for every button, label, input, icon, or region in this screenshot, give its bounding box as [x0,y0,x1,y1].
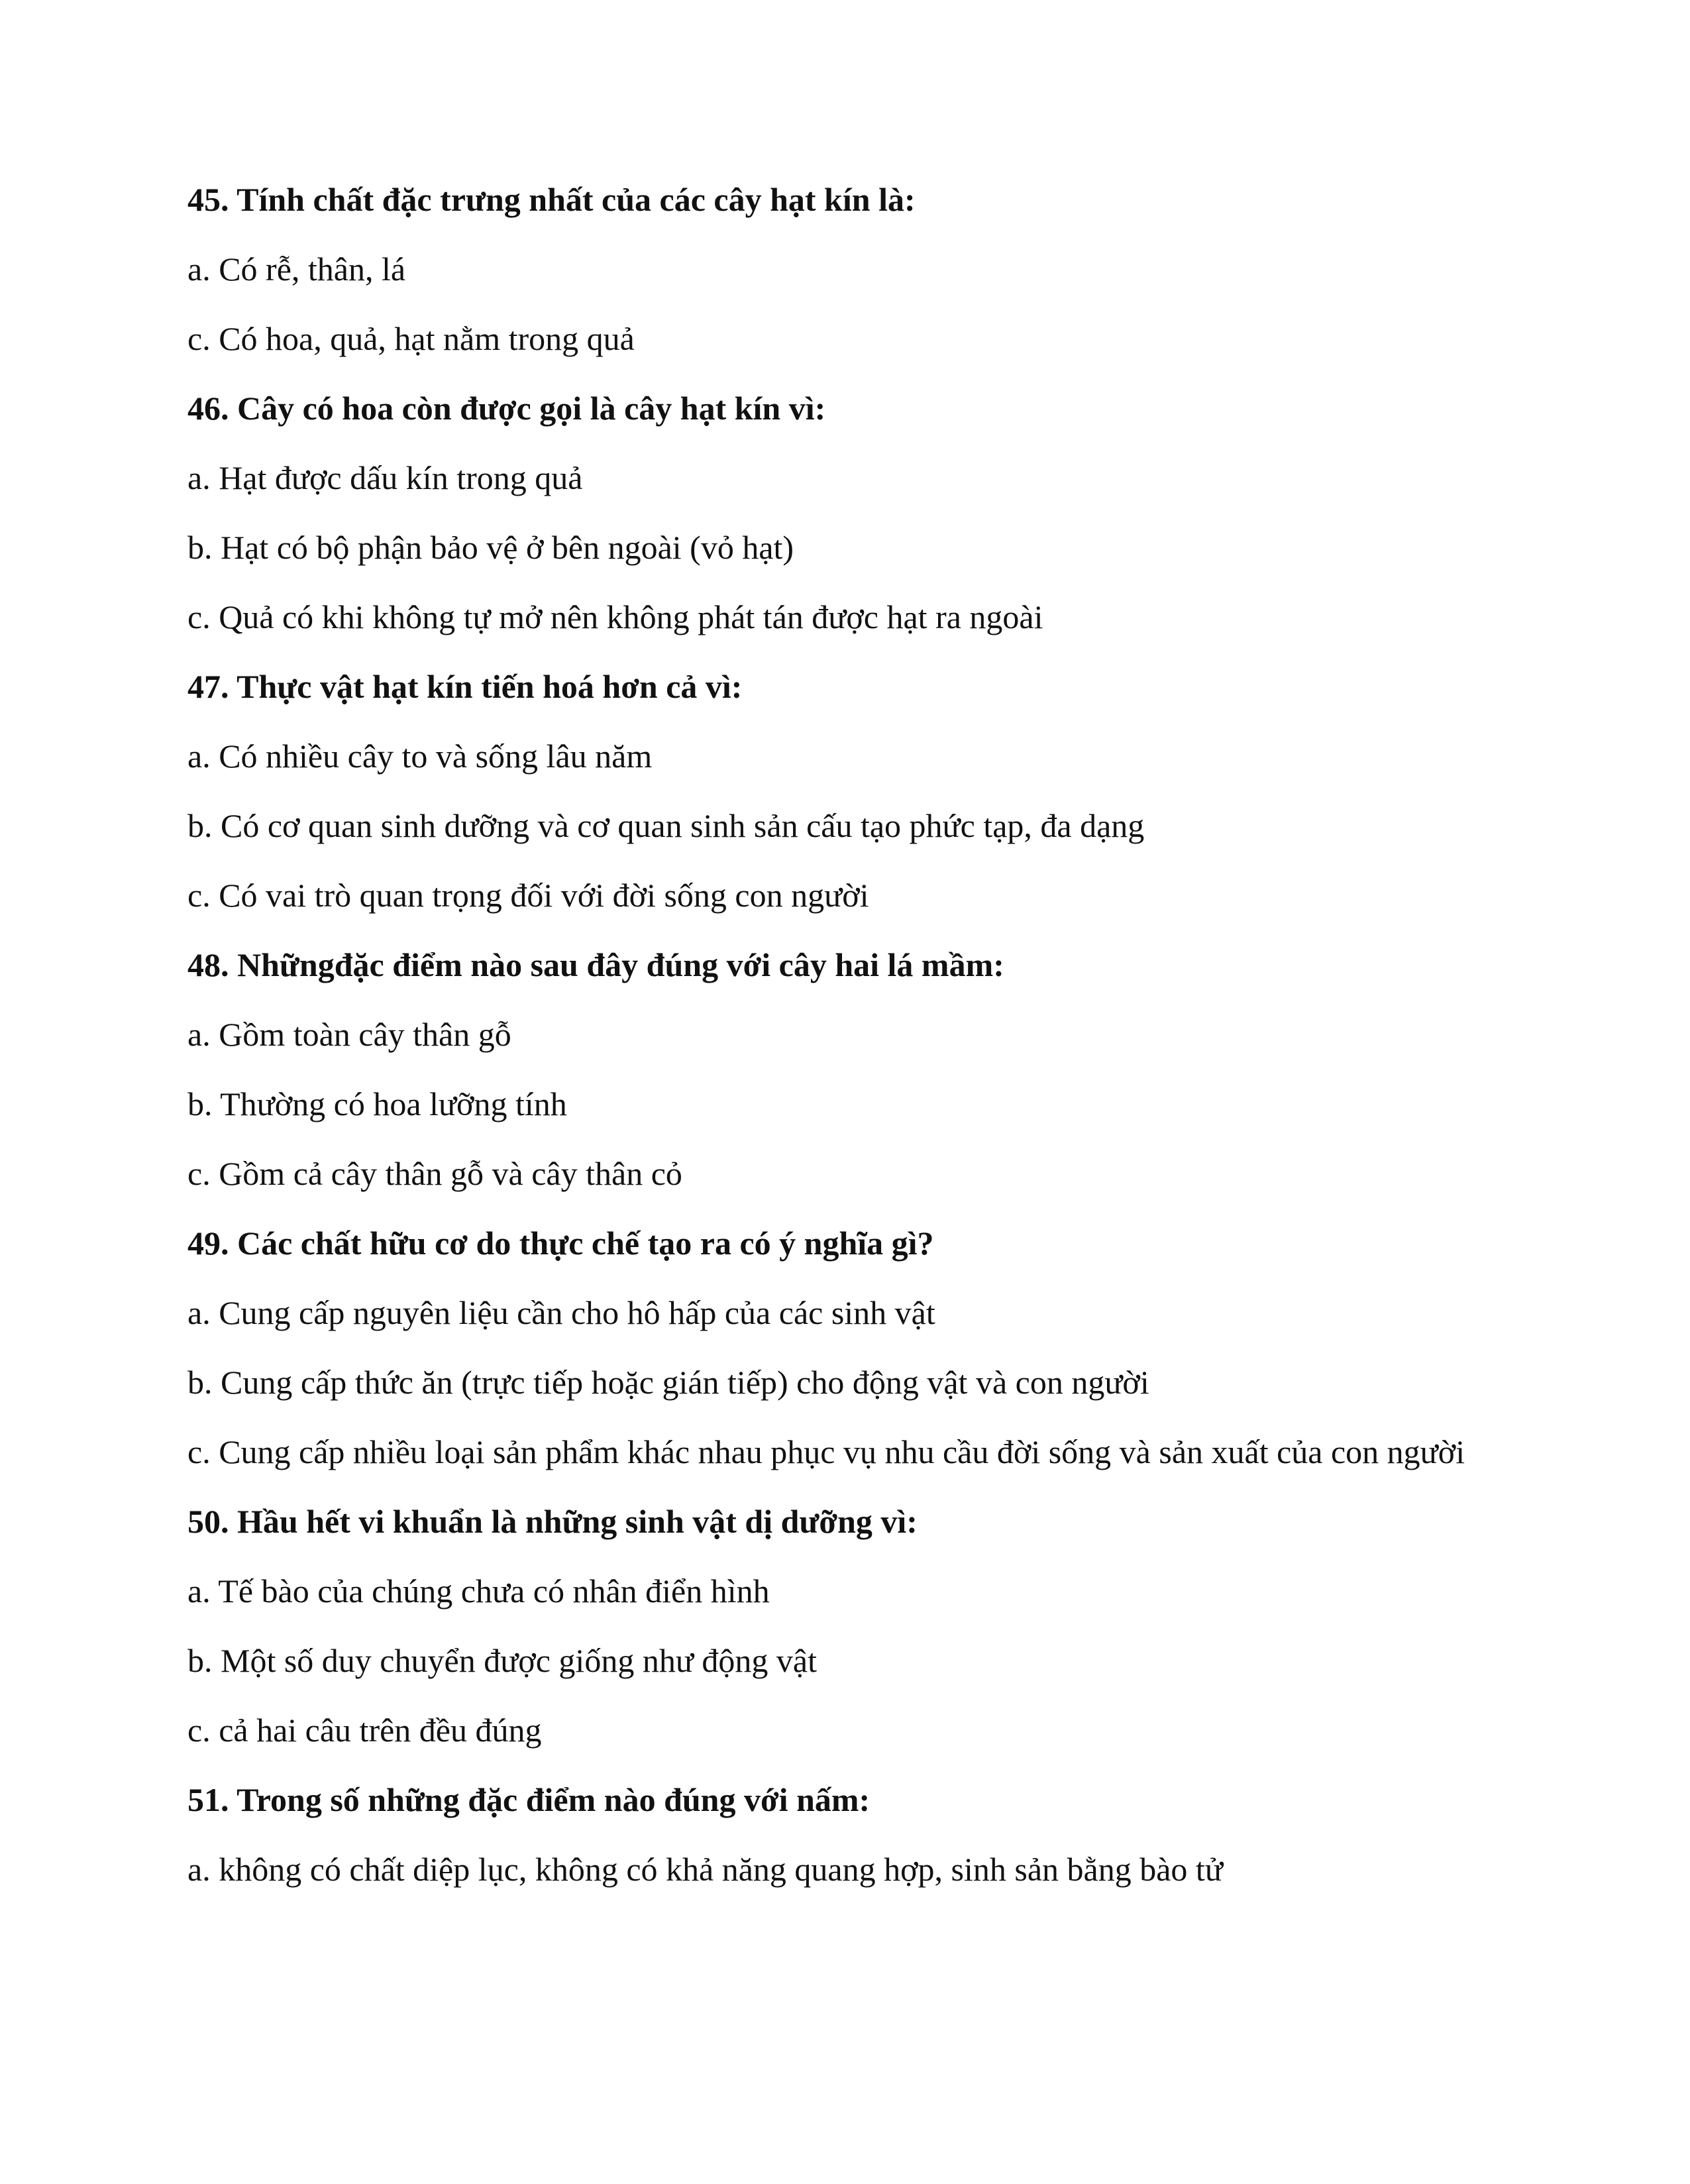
answer-option: b. Cung cấp thức ăn (trực tiếp hoặc gián tiếp) cho động vật và con người [187,1364,1149,1401]
answer-option: a. Tế bào của chúng chưa có nhân điển hình [187,1572,770,1610]
answer-option: c. Quả có khi không tự mở nên không phát tán được hạt ra ngoài [187,598,1043,635]
answer-option: c. Có vai trò quan trọng đối với đời sống con người [187,877,869,914]
question-title: 47. Thực vật hạt kín tiến hoá hơn cả vì: [187,668,743,705]
question-45 [187,172,1512,381]
question-title: 49. Các chất hữu cơ do thực chế tạo ra có ý nghĩa gì? [187,1225,934,1262]
answer-option: a. Có rễ, thân, lá [187,250,406,288]
question-title: 45. Tính chất đặc trưng nhất của các cây hạt kín là: [187,181,916,218]
question-47 [187,659,1512,938]
answer-option: a. không có chất diệp lục, không có khả năng quang hợp, sinh sản bằng bào tử [187,1851,1223,1888]
answer-option: a. Hạt được dấu kín trong quả [187,459,583,496]
question-title: 48. Nhữngđặc điểm nào sau đây đúng với cây hai lá mầm: [187,946,1004,983]
question-title: 46. Cây có hoa còn được gọi là cây hạt kín vì: [187,390,826,427]
answer-option: a. Có nhiều cây to và sống lâu năm [187,737,653,775]
answer-option: b. Một số duy chuyển được giống như động vật [187,1642,817,1679]
question-50 [187,1494,1512,1773]
answer-option: c. Gồm cả cây thân gỗ và cây thân cỏ [187,1155,682,1192]
answer-option: c. Có hoa, quả, hạt nằm trong quả [187,320,635,357]
answer-option: a. Cung cấp nguyên liệu cần cho hô hấp của các sinh vật [187,1294,935,1331]
answer-option: a. Gồm toàn cây thân gỗ [187,1016,511,1053]
answer-option: b. Hạt có bộ phận bảo vệ ở bên ngoài (vỏ hạt) [187,529,794,566]
question-48 [187,938,1512,1216]
answer-option: c. Cung cấp nhiều loại sản phẩm khác nhau phục vụ nhu cầu đời sống và sản xuất của con người [187,1433,1465,1470]
answer-option: b. Thường có hoa lưỡng tính [187,1085,567,1122]
document-page [187,172,1512,1912]
answer-option: b. Có cơ quan sinh dưỡng và cơ quan sinh sản cấu tạo phức tạp, đa dạng [187,807,1145,844]
question-title: 51. Trong số những đặc điểm nào đúng với nấm: [187,1781,871,1818]
question-46 [187,381,1512,659]
answer-option: c. cả hai câu trên đều đúng [187,1712,542,1749]
question-49 [187,1216,1512,1494]
question-title: 50. Hầu hết vi khuẩn là những sinh vật dị dưỡng vì: [187,1503,918,1540]
question-51 [187,1773,1512,1912]
